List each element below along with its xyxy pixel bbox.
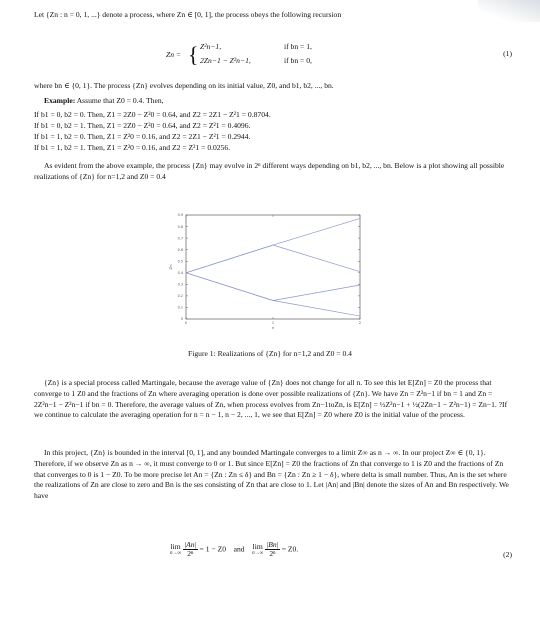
example-heading bbox=[34, 96, 512, 107]
chart-axes bbox=[186, 215, 360, 319]
example-line: If b1 = 1, b2 = 1. Then, Z1 = Z²0 = 0.16, and Z2 = Z²1 = 0.0256. bbox=[34, 143, 231, 152]
project-paragraph: In this project, {Zn} is bounded in the interval [0, 1], and any bounded Martingale converges to a limit Z∞ as n → ∞. In our project Z∞ ∈ {0, 1}. Therefore, if we observe Zn as n → ∞, it must converge to 0 or 1. But since E[Zn] = Z0 the fractions of Zn that converge to 1 is Z0 and the fractions of Zn that converges to 0 is 1 − Z0. To be more precise let An = {Zn : Zn ≤ δ} and Bn = {Zn : Zn ≥ 1 − δ}, where delta is small number. Thus, An is the set where the realizations of Zn are close to zero and Bn is the ses consisting of Zn that are close to 1. Let |An| and |Bn| denote the sizes of An and Bn respectively. We have bbox=[34, 448, 509, 501]
eq1-case2-cond: if bn = 0, bbox=[284, 56, 312, 65]
figure-caption: Figure 1: Realizations of {Zn} for n=1,2 and Z0 = 0.4 bbox=[188, 349, 352, 358]
lim-sub: n→∞ bbox=[252, 551, 264, 557]
intro-text: Let {Zn : n = 0, 1, ...} denote a process, where Zn ∈ [0, 1], the process obeys the following recursion bbox=[34, 10, 342, 19]
y-tick-label: 0.8 bbox=[177, 224, 183, 229]
example-line: If b1 = 0, b2 = 0. Then, Z1 = 2Z0 − Z²0 = 0.64, and Z2 = 2Z1 − Z²1 = 0.8704. bbox=[34, 110, 271, 119]
chart-ticks bbox=[178, 213, 361, 325]
eq2-and: and bbox=[233, 544, 245, 554]
equation-2 bbox=[34, 541, 512, 571]
series-line bbox=[186, 273, 360, 316]
series-line bbox=[186, 273, 360, 301]
realizations-chart bbox=[164, 211, 376, 331]
eq2-rhs-a: = 1 − Z0 bbox=[199, 544, 227, 554]
eq2-lim-a bbox=[170, 543, 181, 556]
lim-sub: n→∞ bbox=[170, 551, 182, 557]
martingale-paragraph: {Zn} is a special process called Martingale, because the average value of {Zn} does not change for all n. To see this let E[Zn] = Z0 the process that converge to 1 Z0 and the fractions of Zn where averaging operation is done over possible realizations of {Zn}. We have Zn = Z²n−1 if bn = 1 and Zn = 2Z²n−1 − Z²n−1 if bn = 0. Therefore, the average values of Zn, when process evolves from Zn−1toZn, is E[Zn] = ½Z²n−1 + ½(2Zn−1 − Z²n−1) = Zn−1. ?If we continue to calculate the averaging operation for n = n − 1, n − 2, ..., 1, we see that E[Zn] = Z0 where Z0 is the initial value of the process. bbox=[34, 378, 508, 420]
lim-text: lim bbox=[170, 542, 181, 552]
y-tick-label: 0.3 bbox=[177, 282, 183, 287]
eq1-case2-expr: 2Zn−1 − Z²n−1, bbox=[200, 56, 251, 65]
x-tick-label: 0 bbox=[184, 321, 188, 325]
chart-lines bbox=[186, 218, 360, 316]
frac-den: 2ⁿ bbox=[187, 549, 194, 559]
eq2-rhs-b: = Z0. bbox=[281, 544, 299, 554]
eq2-lim-b bbox=[252, 543, 263, 556]
frac-num: |An| bbox=[183, 540, 197, 549]
x-tick-label: 2 bbox=[358, 321, 362, 325]
chart-svg bbox=[164, 211, 376, 331]
eq1-case1-expr: Z²n−1, bbox=[200, 42, 222, 51]
x-tick-label: 1 bbox=[271, 321, 275, 325]
y-tick-label: 0.4 bbox=[177, 270, 183, 275]
after-eq1-text: where bn ∈ {0, 1}. The process {Zn} evolves depending on its initial value, Z0, and b1, b2, ..., bn. bbox=[34, 81, 334, 90]
eq2-body bbox=[170, 541, 298, 559]
series-line bbox=[186, 245, 360, 273]
y-tick-label: 0 bbox=[180, 317, 183, 322]
y-axis-label: Zn bbox=[168, 264, 173, 270]
y-tick-label: 0.1 bbox=[177, 305, 183, 310]
eq2-frac-b bbox=[265, 541, 280, 559]
frac-num: |Bn| bbox=[266, 540, 279, 549]
y-tick-label: 0.9 bbox=[177, 213, 183, 218]
example-line: If b1 = 1, b2 = 0. Then, Z1 = Z²0 = 0.16, and Z2 = 2Z1 − Z²1 = 0.2944. bbox=[34, 132, 251, 141]
eq1-lhs: Zn = bbox=[166, 50, 182, 59]
example-label: Example: bbox=[44, 96, 76, 105]
eq1-number: (1) bbox=[503, 49, 512, 58]
plot-frame bbox=[186, 215, 360, 319]
x-axis-label: n bbox=[271, 325, 275, 330]
lim-text: lim bbox=[252, 542, 263, 552]
equation-1 bbox=[34, 42, 512, 72]
y-tick-label: 0.5 bbox=[177, 259, 183, 264]
y-tick-label: 0.6 bbox=[177, 247, 183, 252]
eq2-number: (2) bbox=[503, 550, 512, 559]
eq1-case1-cond: if bn = 1, bbox=[284, 42, 312, 51]
example-line: If b1 = 0, b2 = 1. Then, Z1 = 2Z0 − Z²0 = 0.64, and Z2 = Z²1 = 0.4096. bbox=[34, 121, 251, 130]
y-tick-label: 0.2 bbox=[177, 294, 183, 299]
y-tick-label: 0.7 bbox=[177, 236, 183, 241]
eq1-brace: { bbox=[188, 42, 199, 67]
frac-den: 2ⁿ bbox=[269, 549, 276, 559]
eq2-frac-a bbox=[183, 541, 198, 559]
evident-text: As evident from the above example, the process {Zn} may evolve in 2ⁿ different ways depending on b1, b2, ..., bn. Below is a plot showing all possible realizations of {Zn} for n=1,2 and Z0 = 0.4 bbox=[34, 161, 505, 181]
example-text: Assume that Z0 = 0.4. Then, bbox=[75, 96, 164, 105]
